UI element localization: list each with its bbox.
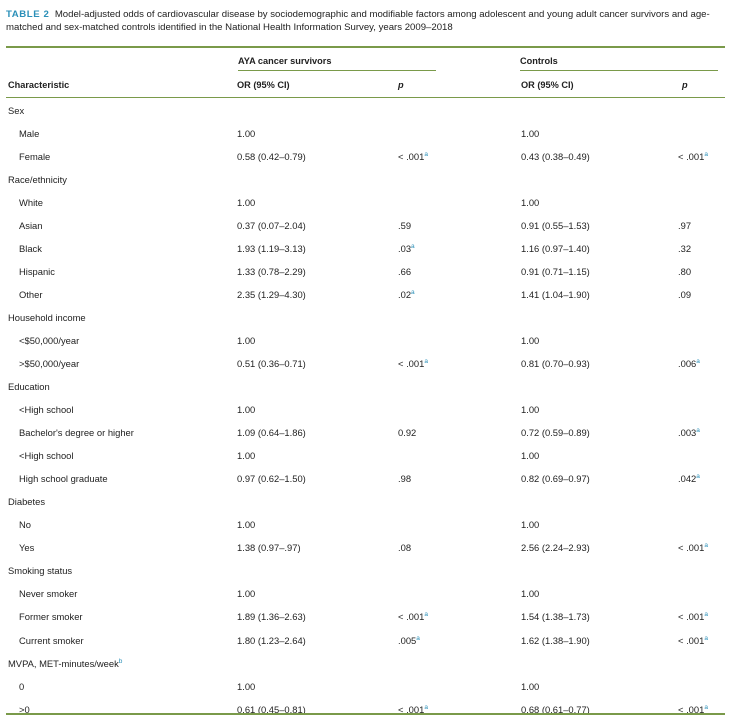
cell-or-aya [237,127,255,141]
row-label-text: Smoking status [8,565,73,577]
footnote-marker: a [704,542,708,550]
cell-p-aya-text: .66 [398,266,412,278]
cell-or-aya-text: 1.00 [237,588,256,600]
cell-or-controls [521,357,590,371]
cell-or-aya-text: 1.09 (0.64–1.86) [237,427,306,439]
row-label-text: Black [19,243,42,255]
cell-p-aya [398,472,411,486]
table-row [0,127,731,150]
table-row [0,334,731,357]
cell-p-aya [398,150,428,164]
cell-p-aya-text: < .001 [398,703,425,715]
cell-or-aya [237,357,306,371]
cell-or-aya [237,680,255,694]
cell-or-controls-text: 1.54 (1.38–1.73) [521,611,590,623]
cell-p-aya-text: < .001 [398,611,425,623]
cell-or-controls-text: 2.56 (2.24–2.93) [521,542,590,554]
cell-or-controls-text: 0.72 (0.59–0.89) [521,427,590,439]
cell-or-aya [237,150,306,164]
row-label [19,587,77,601]
footnote-marker: a [424,703,428,711]
row-label [19,449,73,463]
cell-or-aya-text: 1.00 [237,128,256,139]
row-label [8,311,86,325]
row-label-text: >$50,000/year [19,358,80,370]
col-header-characteristic: Characteristic [8,80,70,90]
table-row [0,634,731,657]
cell-or-controls-text: 0.81 (0.70–0.93) [521,358,590,370]
row-label [19,610,83,624]
row-label-text: Diabetes [8,496,46,508]
cell-or-controls [521,288,590,302]
table-row [0,426,731,449]
table-row [0,449,731,472]
cell-or-controls-text: 1.00 [521,128,540,139]
row-label [19,680,24,694]
table-row [0,518,731,541]
cell-or-controls-text: 1.00 [521,450,540,462]
row-label [8,380,50,394]
cell-or-controls-text: 1.00 [521,335,540,347]
cell-or-aya [237,426,306,440]
row-label-text: High school graduate [19,473,108,485]
cell-or-aya-text: 0.61 (0.45–0.81) [237,703,306,715]
cell-or-controls [521,242,590,256]
cell-p-controls-text: .003 [678,427,697,439]
table-label: TABLE 2 [6,9,50,20]
cell-or-aya-text: 1.89 (1.36–2.63) [237,611,306,623]
cell-p-controls-text: .006 [678,358,697,370]
cell-or-controls [521,426,590,440]
table-row [0,587,731,610]
cell-or-aya [237,449,255,463]
cell-p-controls [678,265,691,279]
cell-p-controls-text: < .001 [678,542,705,554]
cell-or-controls-text: 1.41 (1.04–1.90) [521,289,590,301]
row-label [19,472,108,486]
cell-or-aya-text: 1.00 [237,197,256,209]
top-rule [6,46,725,48]
table-section-row [0,495,731,518]
col-header-or-controls: OR (95% CI) [521,80,574,90]
table-row [0,541,731,564]
cell-p-aya [398,288,415,302]
cell-p-aya-text: .005 [398,634,417,646]
cell-p-aya-text: < .001 [398,151,425,162]
table-row [0,357,731,380]
cell-or-aya [237,219,306,233]
table-row [0,196,731,219]
row-label [8,564,72,578]
cell-or-aya-text: 1.80 (1.23–2.64) [237,634,306,646]
cell-or-controls [521,127,539,141]
cell-p-aya [398,219,411,233]
cell-p-aya-text: .08 [398,542,412,554]
cell-or-controls [521,219,590,233]
cell-p-controls [678,472,700,486]
row-label [19,219,42,233]
cell-p-controls-text: .80 [678,266,692,278]
cell-p-controls [678,219,691,233]
table-section-row [0,564,731,587]
row-label-text: 0 [19,680,25,692]
table-section-row [0,173,731,196]
row-label [19,242,42,256]
row-label [19,334,79,348]
cell-p-controls [678,242,691,256]
footnote-marker: a [704,611,708,619]
row-label-text: Male [19,128,40,139]
cell-p-controls [678,610,708,624]
cell-p-aya-text: .03 [398,243,412,255]
cell-or-controls [521,449,539,463]
cell-or-controls-text: 1.00 [521,197,540,209]
table-row [0,288,731,311]
cell-or-aya-text: 1.93 (1.19–3.13) [237,243,306,255]
row-label [8,657,122,671]
cell-p-controls [678,426,700,440]
cell-p-aya [398,541,411,555]
row-label-text: Household income [8,312,86,324]
col-header-p-aya: p [398,80,404,90]
table-row [0,472,731,495]
cell-or-aya-text: 0.51 (0.36–0.71) [237,358,306,370]
table-section-row [0,104,731,127]
cell-or-aya [237,265,306,279]
footnote-marker: a [704,703,708,711]
cell-or-aya-text: 1.00 [237,680,256,692]
row-label [19,357,79,371]
cell-or-controls-text: 0.82 (0.69–0.97) [521,473,590,485]
table-row [0,680,731,703]
row-label [19,634,84,648]
cell-p-aya [398,242,415,256]
cell-p-controls-text: < .001 [678,634,705,646]
cell-p-controls [678,288,691,302]
cell-or-aya-text: 1.00 [237,450,256,462]
row-label-text: Female [19,151,51,162]
footnote-marker: a [411,289,415,297]
footnote-marker: a [424,358,428,366]
cell-p-controls-text: .97 [678,220,692,232]
cell-or-aya-text: 1.00 [237,335,256,347]
cell-or-aya [237,242,306,256]
caption-text: Model-adjusted odds of cardiovascular disease by sociodemographic and modifiable factors among adolescent and young adult cancer survivors and age-matched and sex-matched controls identified in the National Health Information Survey, years 2009–2018 [6,9,710,33]
footnote-marker: a [696,358,700,366]
row-label-text: >0 [19,703,30,715]
cell-or-controls-text: 1.00 [521,519,540,531]
cell-or-aya [237,587,255,601]
table-row [0,265,731,288]
cell-or-controls [521,634,590,648]
cell-or-aya-text: 0.37 (0.07–2.04) [237,220,306,232]
cell-or-aya-text: 1.38 (0.97–.97) [237,542,301,554]
row-label [19,265,55,279]
cell-or-aya-text: 2.35 (1.29–4.30) [237,289,306,301]
group-header-aya: AYA cancer survivors [238,56,332,66]
footnote-marker: a [696,427,700,435]
footnote-marker: a [416,634,420,642]
cell-p-controls-text: < .001 [678,611,705,623]
table-section-row [0,380,731,403]
cell-or-aya-text: 1.00 [237,519,256,531]
cell-p-aya [398,426,416,440]
row-label [19,150,50,164]
row-label [8,173,67,187]
cell-or-aya [237,334,255,348]
cell-or-aya [237,403,255,417]
row-label-text: Yes [19,542,35,554]
row-label-text: Education [8,381,50,393]
row-label [8,104,24,118]
cell-or-controls [521,472,590,486]
row-label-text: Sex [8,105,25,116]
row-label [19,288,42,302]
cell-p-controls [678,150,708,164]
cell-or-aya [237,610,306,624]
cell-or-aya-text: 0.58 (0.42–0.79) [237,151,306,162]
cell-p-aya [398,634,420,648]
cell-p-aya [398,610,428,624]
footnote-marker: a [696,473,700,481]
row-label-text: <High school [19,404,74,416]
cell-or-aya [237,541,301,555]
cell-p-aya [398,265,411,279]
row-label-text: Hispanic [19,266,55,278]
cell-or-controls [521,518,539,532]
row-label [8,495,45,509]
cell-or-aya-text: 0.97 (0.62–1.50) [237,473,306,485]
row-label [19,518,31,532]
cell-or-controls [521,150,590,164]
row-label-text: Asian [19,220,43,232]
row-label-text: <High school [19,450,74,462]
row-label-text: Current smoker [19,634,84,646]
cell-or-aya [237,472,306,486]
cell-or-aya [237,288,306,302]
table-caption [6,8,726,34]
row-label-text: Race/ethnicity [8,174,67,186]
cell-p-aya-text: < .001 [398,358,425,370]
cell-or-controls-text: 1.62 (1.38–1.90) [521,634,590,646]
group-rule-aya [238,70,436,71]
cell-p-controls-text: < .001 [678,151,705,162]
cell-or-controls-text: 1.00 [521,404,540,416]
cell-p-aya-text: .59 [398,220,412,232]
row-label [19,196,43,210]
group-header-controls: Controls [520,56,558,66]
cell-or-controls-text: 1.00 [521,680,540,692]
row-label-text: No [19,519,31,531]
cell-or-controls [521,265,590,279]
footnote-marker: b [118,657,123,665]
cell-or-controls [521,610,590,624]
row-label-text: Bachelor's degree or higher [19,427,134,439]
cell-or-controls [521,334,539,348]
cell-or-controls [521,587,539,601]
cell-or-controls-text: 0.68 (0.61–0.77) [521,703,590,715]
table-section-row [0,657,731,680]
footnote-marker: a [411,243,415,251]
row-label-text: Other [19,289,43,301]
cell-p-aya-text: .98 [398,473,412,485]
footnote-marker: a [424,151,428,158]
cell-p-controls [678,357,700,371]
col-header-p-controls: p [682,80,688,90]
footnote-marker: a [704,151,708,158]
footnote-marker: a [704,634,708,642]
cell-or-controls [521,403,539,417]
table-row [0,150,731,173]
cell-p-controls-text: .32 [678,243,692,255]
cell-p-controls-text: .042 [678,473,697,485]
cell-p-aya-text: 0.92 [398,427,417,439]
cell-p-controls-text: .09 [678,289,692,301]
header-rule [6,97,725,98]
cell-or-aya-text: 1.33 (0.78–2.29) [237,266,306,278]
cell-p-aya [398,357,428,371]
table-section-row [0,311,731,334]
cell-or-controls [521,680,539,694]
cell-p-controls-text: < .001 [678,703,705,715]
group-rule-controls [520,70,718,71]
cell-or-aya [237,634,306,648]
cell-p-controls [678,634,708,648]
cell-or-controls-text: 1.16 (0.97–1.40) [521,243,590,255]
row-label [19,541,34,555]
table-row [0,219,731,242]
row-label [19,403,73,417]
table-row [0,403,731,426]
cell-p-aya-text: .02 [398,289,412,301]
row-label [19,127,39,141]
row-label [19,426,134,440]
cell-or-controls [521,196,539,210]
row-label-text: White [19,197,43,209]
cell-or-controls-text: 0.43 (0.38–0.49) [521,151,590,162]
cell-or-aya [237,196,255,210]
bottom-rule [6,713,725,715]
table-row [0,610,731,633]
row-label-text: MVPA, MET-minutes/week [8,657,119,669]
table-row [0,242,731,265]
row-label-text: Never smoker [19,588,78,600]
row-label-text: <$50,000/year [19,335,80,347]
cell-or-controls [521,541,590,555]
cell-or-controls-text: 0.91 (0.55–1.53) [521,220,590,232]
cell-or-controls-text: 0.91 (0.71–1.15) [521,266,590,278]
cell-or-aya-text: 1.00 [237,404,256,416]
cell-or-aya [237,518,255,532]
footnote-marker: a [424,611,428,619]
cell-or-controls-text: 1.00 [521,588,540,600]
col-header-or-aya: OR (95% CI) [237,80,290,90]
cell-p-controls [678,541,708,555]
row-label-text: Former smoker [19,611,83,623]
